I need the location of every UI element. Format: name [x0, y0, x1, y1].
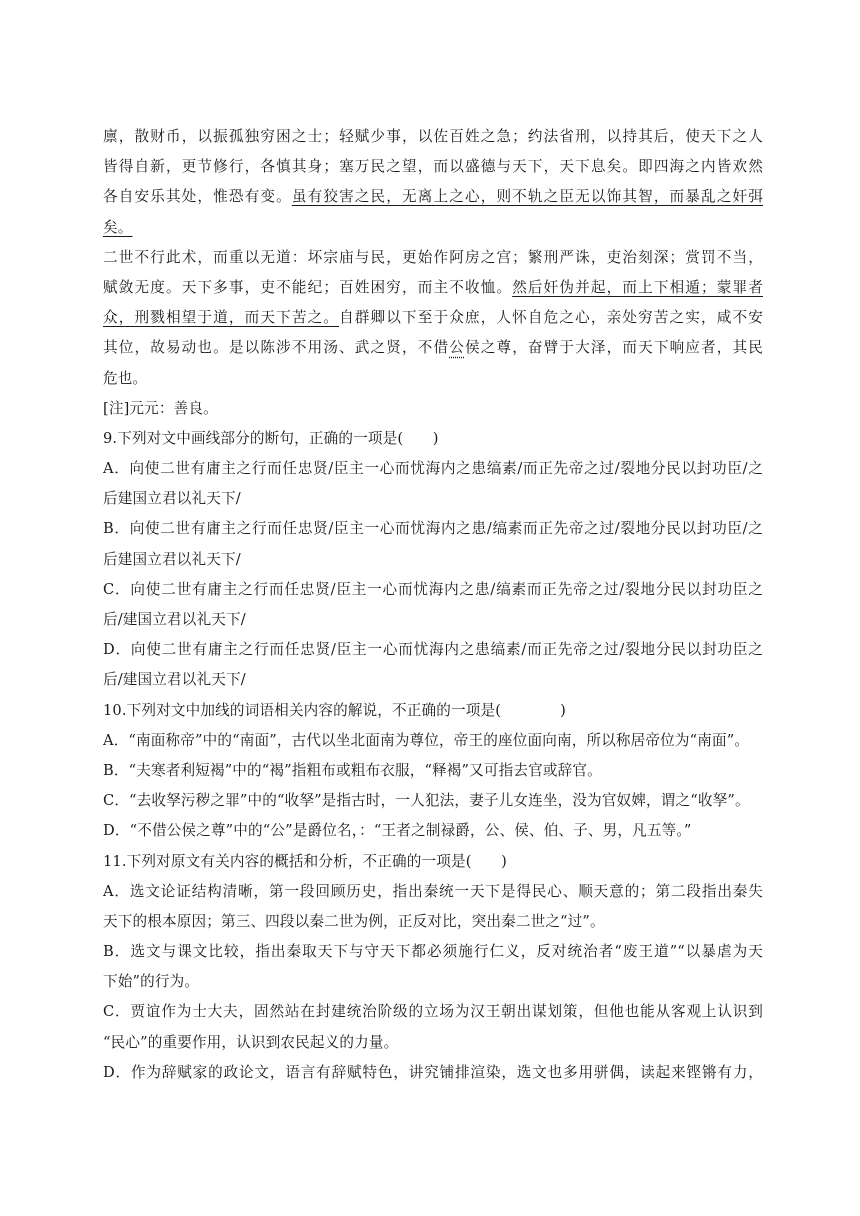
document-page	[103, 122, 763, 1088]
question-11-option-a: A．选文论证结构清晰，第一段回顾历史，指出秦统一天下是得民心、顺天意的；第二段指出秦失	[103, 882, 763, 900]
question-10-stem: 10.下列对文中加线的词语相关内容的解说，不正确的一项是( )	[103, 701, 566, 719]
passage-line: 危也。	[103, 369, 148, 387]
underlined-sentence: 矣。	[103, 218, 133, 236]
question-11-option-b-cont: 下始”的行为。	[103, 973, 200, 991]
question-9-option-b-cont: 后建国立君以礼天下/	[103, 550, 241, 568]
question-10-option-a: A．“南面称帝”中的“南面”，古代以坐北面南为尊位，帝王的座位面向南，所以称居帝位为“南面”。	[103, 731, 750, 749]
passage-line: 各自安乐其处，惟恐有变。虽有狡害之民，无离上之心，则不轨之臣无以饰其智，而暴乱之奸弭	[103, 188, 763, 206]
question-10-option-c: C．“去收孥污秽之罪”中的“收孥”是指古时，一人犯法，妻子儿女连坐，没为官奴婢，谓之“收孥”。	[103, 792, 750, 810]
question-11-stem: 11.下列对原文有关内容的概括和分析，不正确的一项是( )	[103, 852, 507, 870]
question-11-option-d: D．作为辞赋家的政论文，语言有辞赋特色，讲究铺排渲染，选文也多用骈偶，读起来铿锵有力，	[103, 1063, 763, 1081]
passage-line: 众，刑戮相望于道，而天下苦之。自群卿以下至于众庶，人怀自危之心，亲处穷苦之实，咸不安	[103, 309, 763, 327]
underlined-sentence: 众，刑戮相望于道，而天下苦之。	[103, 309, 340, 327]
passage-line: 二世不行此术，而重以无道：坏宗庙与民，更始作阿房之宫；繁刑严诛，吏治刻深；赏罚不当，	[103, 248, 763, 266]
passage-line: 皆得自新，更节修行，各慎其身；塞万民之望，而以盛德与天下，天下息矣。即四海之内皆欢然	[103, 158, 763, 176]
passage-line: 廪，散财币，以振孤独穷困之士；轻赋少事，以佐百姓之急；约法省刑，以持其后，使天下之人	[103, 128, 763, 145]
question-9-option-b: B．向使二世有庸主之行而任忠贤/臣主一心而忧海内之患/缟素而正先帝之过/裂地分民以封功臣/之	[103, 520, 763, 538]
underlined-sentence: 然后奸伪并起，而上下相遁；蒙罪者	[512, 278, 763, 296]
passage-line: 其位，故易动也。是以陈涉不用汤、武之贤，不借公侯之尊，奋臂于大泽，而天下响应者，其民	[103, 339, 763, 357]
question-11-option-c: C．贾谊作为士大夫，固然站在封建统治阶级的立场为汉王朝出谋划策，但他也能从客观上认识到	[103, 1003, 763, 1021]
question-9-option-a-cont: 后建国立君以礼天下/	[103, 490, 241, 508]
underlined-sentence: 虽有狡害之民，无离上之心，则不轨之臣无以饰其智，而暴乱之奸弭	[291, 188, 763, 206]
annotation-note: [注]元元：善良。	[103, 399, 218, 417]
question-10-option-d: D．“不借公侯之尊”中的“公”是爵位名，：“王者之制禄爵，公、侯、伯、子、男，凡五等。”	[103, 822, 692, 840]
question-9-option-d: D．向使二世有庸主之行而任忠贤/臣主一心而忧海内之患缟素/而正先帝之过/裂地分民以封功臣之	[103, 641, 763, 659]
question-9-option-d-cont: 后/建国立君以礼天下/	[103, 671, 246, 689]
passage-line	[103, 213, 763, 243]
question-10-option-b: B．“夫寒者利短褐”中的“褐”指粗布或粗布衣服，“释褐”又可指去官或辞官。	[103, 761, 602, 779]
question-11-option-b: B．选文与课文比较，指出秦取天下与守天下都必须施行仁义，反对统治者“废王道”“以暴虐为天	[103, 943, 763, 961]
question-9-option-c-cont: 后/建国立君以礼天下/	[103, 611, 246, 628]
marked-word: 公	[449, 339, 465, 357]
question-9-stem: 9.下列对文中画线部分的断句，正确的一项是( )	[103, 429, 439, 447]
question-11-option-a-cont: 天下的根本原因；第三、四段以秦二世为例，正反对比，突出秦二世之“过”。	[103, 912, 605, 930]
question-9-option-c: C．向使二世有庸主之行而任忠贤/臣主一心而忧海内之患/缟素而正先帝之过/裂地分民以封功臣之	[103, 580, 763, 598]
question-9-option-a: A．向使二世有庸主之行而任忠贤/臣主一心而忧海内之患缟素/而正先帝之过/裂地分民以封功臣/之	[103, 460, 763, 478]
question-11-option-c-cont: “民心”的重要作用，认识到农民起义的力量。	[103, 1033, 399, 1051]
passage-line: 赋敛无度。天下多事，吏不能纪；百姓困穷，而主不收恤。然后奸伪并起，而上下相遁；蒙罪者	[103, 278, 763, 296]
